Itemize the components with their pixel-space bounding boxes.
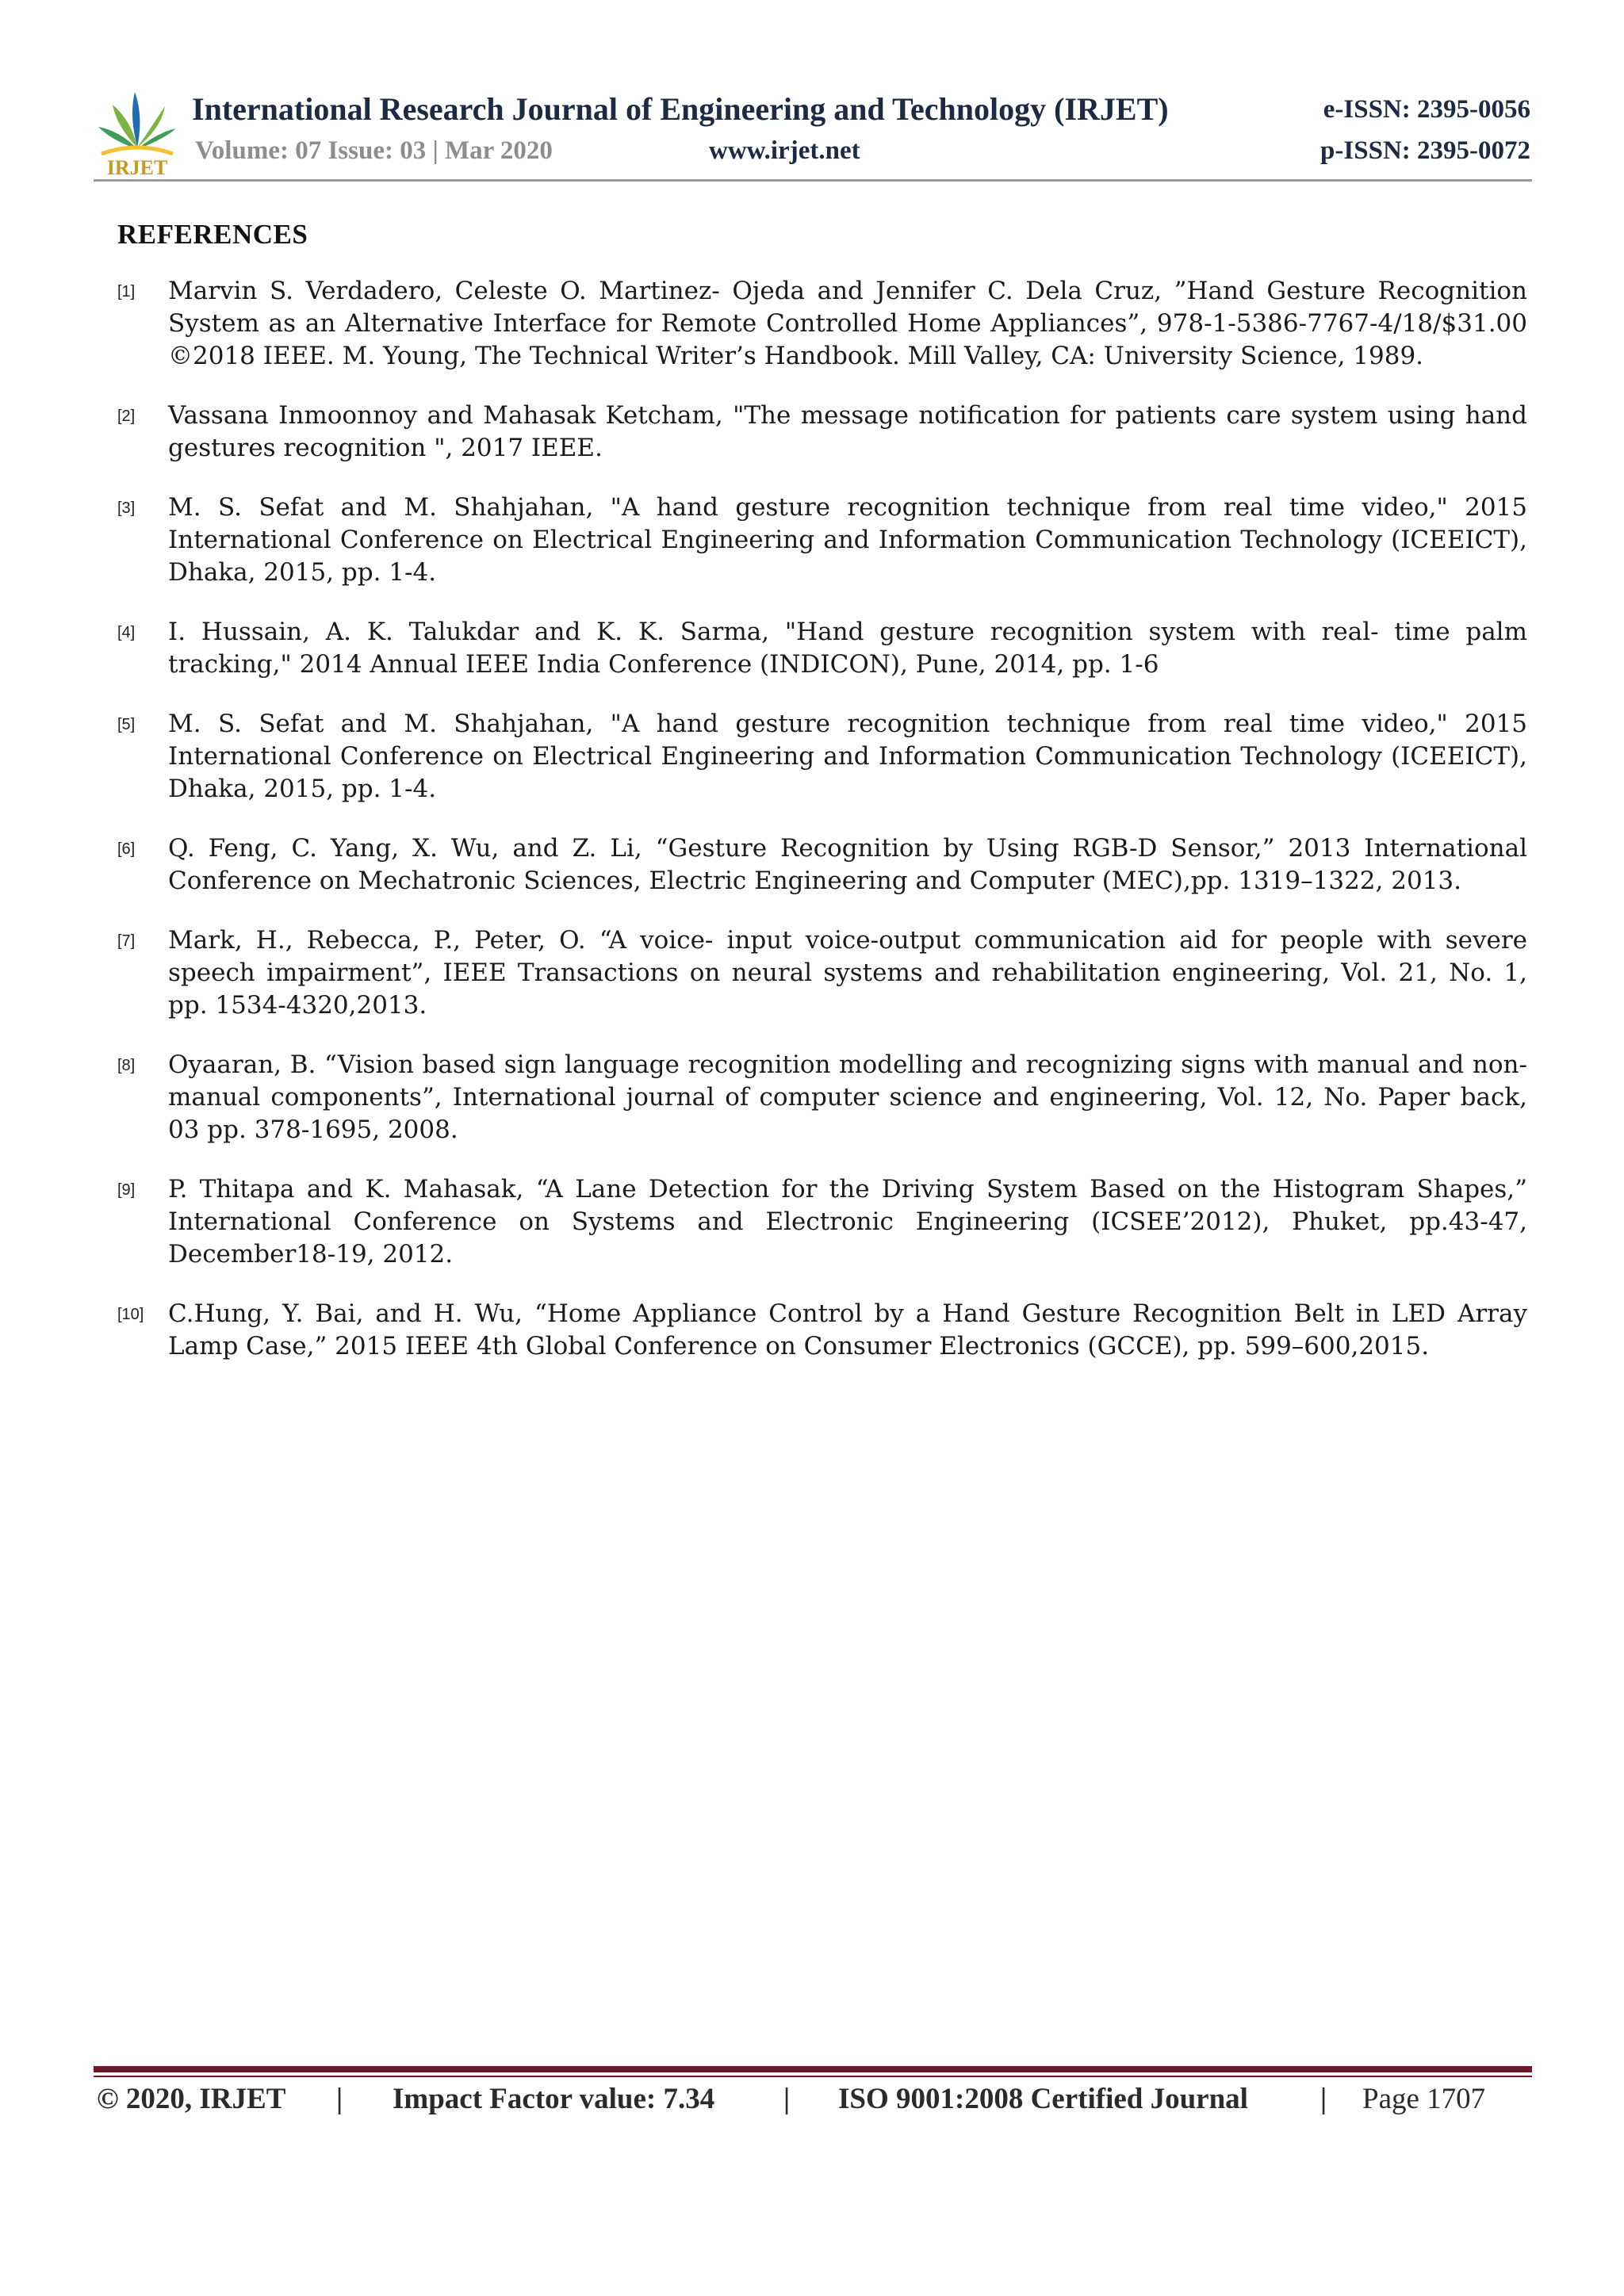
e-issn: e-ISSN: 2395-0056 bbox=[1323, 95, 1530, 124]
journal-website-link[interactable]: www.irjet.net bbox=[709, 136, 860, 165]
footer-copyright: © 2020, IRJET bbox=[97, 2083, 286, 2115]
reference-text: M. S. Sefat and M. Shahjahan, "A hand gesture recognition technique from real time video," 2015 International Conference on Electrical Engineering and Information Communication Technology (ICEEICT), Dhaka, 2015, pp. 1-4. bbox=[168, 710, 1527, 803]
reference-number: [10] bbox=[117, 1306, 144, 1323]
journal-header bbox=[94, 79, 1530, 182]
journal-title: International Research Journal of Engineering and Technology (IRJET) bbox=[192, 91, 1169, 127]
footer-iso-certification: ISO 9001:2008 Certified Journal bbox=[838, 2083, 1248, 2115]
reference-text: C.Hung, Y. Bai, and H. Wu, “Home Appliance Control by a Hand Gesture Recognition Belt in LED Array Lamp Case,” 2015 IEEE 4th Global Conference on Consumer Electronics (GCCE), pp. 599–600,2015. bbox=[168, 1299, 1527, 1360]
references-list bbox=[117, 275, 1527, 1390]
footer-separator: | bbox=[783, 2083, 791, 2115]
footer-separator: | bbox=[336, 2083, 343, 2115]
footer-page-number: Page 1707 bbox=[1362, 2083, 1486, 2115]
reference-item bbox=[117, 1298, 1527, 1363]
reference-item bbox=[117, 616, 1527, 681]
reference-number: [8] bbox=[117, 1057, 136, 1074]
reference-text: Mark, H., Rebecca, P., Peter, O. “A voice- input voice-output communication aid for people with severe speech impairment”, IEEE Transactions on neural systems and rehabilitation engineering, Vol. 21, No. 1, pp. 1534-4320,2013. bbox=[168, 926, 1527, 1020]
header-divider bbox=[94, 179, 1532, 182]
reference-item bbox=[117, 1173, 1527, 1271]
footer-separator: | bbox=[1320, 2083, 1327, 2115]
volume-issue: Volume: 07 Issue: 03 | Mar 2020 bbox=[195, 136, 553, 165]
reference-text: Marvin S. Verdadero, Celeste O. Martinez- Ojeda and Jennifer C. Dela Cruz, ”Hand Gesture Recognition System as an Alternative Interface for Remote Controlled Home Appliances”, 978-1-5386-7767-4/18/$31.00 ©2018 IEEE. M. Young, The Technical Writer’s Handbook. Mill Valley, CA: University Science, 1989. bbox=[168, 277, 1527, 370]
reference-text: Vassana Inmoonnoy and Mahasak Ketcham, "The message notification for patients care system using hand gestures recognition ", 2017 IEEE. bbox=[168, 401, 1527, 462]
irjet-logo-icon bbox=[94, 86, 181, 181]
reference-text: Q. Feng, C. Yang, X. Wu, and Z. Li, “Gesture Recognition by Using RGB-D Sensor,” 2013 International Conference on Mechatronic Sciences, Electric Engineering and Computer (MEC),pp. 1319–1322, 2013. bbox=[168, 834, 1527, 895]
references-heading: REFERENCES bbox=[117, 219, 308, 250]
svg-text:IRJET: IRJET bbox=[106, 156, 168, 179]
reference-item bbox=[117, 924, 1527, 1022]
page-footer bbox=[97, 2082, 1508, 2122]
reference-number: [7] bbox=[117, 932, 136, 950]
reference-item bbox=[117, 492, 1527, 589]
reference-text: Oyaaran, B. “Vision based sign language recognition modelling and recognizing signs with manual and non-manual components”, International journal of computer science and engineering, Vol. 12, No. Paper back, 03 pp. 378-1695, 2008. bbox=[168, 1050, 1527, 1144]
footer-impact-factor: Impact Factor value: 7.34 bbox=[393, 2083, 715, 2115]
reference-number: [4] bbox=[117, 624, 136, 641]
reference-number: [1] bbox=[117, 283, 136, 300]
reference-item bbox=[117, 275, 1527, 373]
reference-number: [5] bbox=[117, 716, 136, 733]
reference-number: [2] bbox=[117, 408, 136, 425]
reference-item bbox=[117, 400, 1527, 465]
p-issn: p-ISSN: 2395-0072 bbox=[1320, 136, 1530, 165]
reference-item bbox=[117, 832, 1527, 897]
footer-divider bbox=[94, 2066, 1532, 2072]
reference-number: [6] bbox=[117, 840, 136, 858]
reference-text: P. Thitapa and K. Mahasak, “A Lane Detection for the Driving System Based on the Histogram Shapes,” International Conference on Systems and Electronic Engineering (ICSEE’2012), Phuket, pp.43-47, December18-19, 2012. bbox=[168, 1175, 1527, 1269]
footer-divider-thin bbox=[94, 2076, 1532, 2077]
reference-text: M. S. Sefat and M. Shahjahan, "A hand gesture recognition technique from real time video," 2015 International Conference on Electrical Engineering and Information Communication Technology (ICEEICT), Dhaka, 2015, pp. 1-4. bbox=[168, 493, 1527, 587]
reference-number: [3] bbox=[117, 499, 136, 517]
reference-item bbox=[117, 1049, 1527, 1146]
reference-text: I. Hussain, A. K. Talukdar and K. K. Sarma, "Hand gesture recognition system with real- time palm tracking," 2014 Annual IEEE India Conference (INDICON), Pune, 2014, pp. 1-6 bbox=[168, 618, 1527, 679]
reference-item bbox=[117, 708, 1527, 806]
reference-number: [9] bbox=[117, 1181, 136, 1199]
